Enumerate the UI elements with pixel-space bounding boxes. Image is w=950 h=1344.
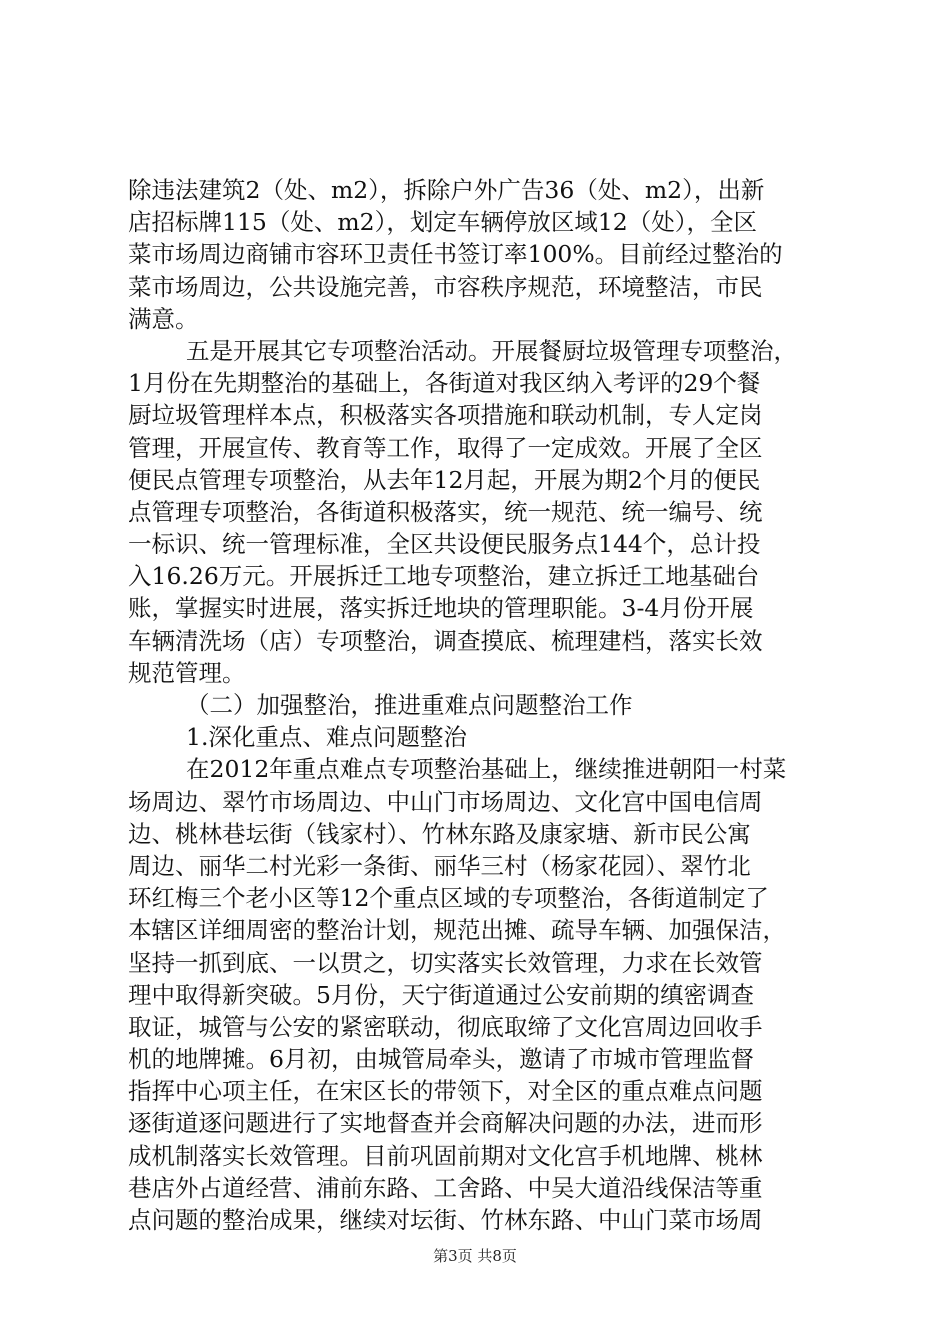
text-line: 车辆清洗场（店）专项整治，调查摸底、梳理建档，落实长效 xyxy=(128,626,763,655)
text-line: 边、桃林巷坛街（钱家村）、竹林东路及康家塘、新市民公寓 xyxy=(128,819,751,848)
text-line: 环红梅三个老小区等12个重点区域的专项整治，各街道制定了 xyxy=(128,884,769,913)
text-line: 入16.26万元。开展拆迁工地专项整治，建立拆迁工地基础台 xyxy=(128,562,760,591)
document-body xyxy=(128,174,828,1236)
text-line: 菜市场周边商铺市容环卫责任书签订率100%。目前经过整治的 xyxy=(128,240,783,269)
text-line: 逐街道逐问题进行了实地督查并会商解决问题的办法，进而形 xyxy=(128,1109,763,1138)
text-line: 理中取得新突破。5月份，天宁街道通过公安前期的缜密调查 xyxy=(128,980,754,1009)
text-line: 巷店外占道经营、浦前东路、工舍路、中吴大道沿线保洁等重 xyxy=(128,1173,763,1202)
text-line: 账，掌握实时进展，落实拆迁地块的管理职能。3-4月份开展 xyxy=(128,594,754,623)
text-line: 厨垃圾管理样本点，积极落实各项措施和联动机制，专人定岗 xyxy=(128,401,763,430)
text-line: 指挥中心项主任，在宋区长的带领下，对全区的重点难点问题 xyxy=(128,1077,763,1106)
text-line: 本辖区详细周密的整治计划，规范出摊、疏导车辆、加强保洁， xyxy=(128,916,786,945)
text-line: 周边、丽华二村光彩一条街、丽华三村（杨家花园）、翠竹北 xyxy=(128,851,751,880)
text-line: 规范管理。 xyxy=(128,658,246,687)
text-line: 点管理专项整治，各街道积极落实，统一规范、统一编号、统 xyxy=(128,497,763,526)
section-heading: （二）加强整治，推进重难点问题整治工作 xyxy=(186,691,633,719)
text-line: 场周边、翠竹市场周边、中山门市场周边、文化宫中国电信周 xyxy=(128,787,763,816)
text-line: 取证，城管与公安的紧密联动，彻底取缔了文化宫周边回收手 xyxy=(128,1012,763,1041)
text-line: 坚持一抓到底、一以贯之，切实落实长效管理，力求在长效管 xyxy=(128,948,763,977)
text-line: 管理，开展宣传、教育等工作，取得了一定成效。开展了全区 xyxy=(128,433,763,462)
page-number-footer: 第3页 共8页 xyxy=(433,1247,517,1265)
text-line: 一标识、统一管理标准，全区共设便民服务点144个，总计投 xyxy=(128,530,761,559)
text-line: 便民点管理专项整治，从去年12月起，开展为期2个月的便民 xyxy=(128,465,761,494)
text-line: 点问题的整治成果，继续对坛街、竹林东路、中山门菜市场周 xyxy=(128,1206,763,1234)
paragraph-start-line: 五是开展其它专项整治活动。开展餐厨垃圾管理专项整治， xyxy=(186,336,797,365)
text-line: 菜市场周边，公共设施完善，市容秩序规范，环境整洁，市民 xyxy=(128,272,763,301)
paragraph-start-line: 在2012年重点难点专项整治基础上，继续推进朝阳一村菜 xyxy=(186,755,787,784)
text-line: 店招标牌115（处、m2），划定车辆停放区域12（处），全区 xyxy=(128,208,757,237)
text-line: 成机制落实长效管理。目前巩固前期对文化宫手机地牌、桃林 xyxy=(128,1141,763,1170)
text-line: 除违法建筑2（处、m2），拆除户外广告36（处、m2），出新 xyxy=(128,176,765,204)
text-line: 1月份在先期整治的基础上，各街道对我区纳入考评的29个餐 xyxy=(128,369,761,398)
subsection-heading: 1.深化重点、难点问题整治 xyxy=(186,723,467,752)
text-line: 满意。 xyxy=(128,304,199,333)
text-line: 机的地牌摊。6月初，由城管局牵头，邀请了市城市管理监督 xyxy=(128,1045,754,1074)
